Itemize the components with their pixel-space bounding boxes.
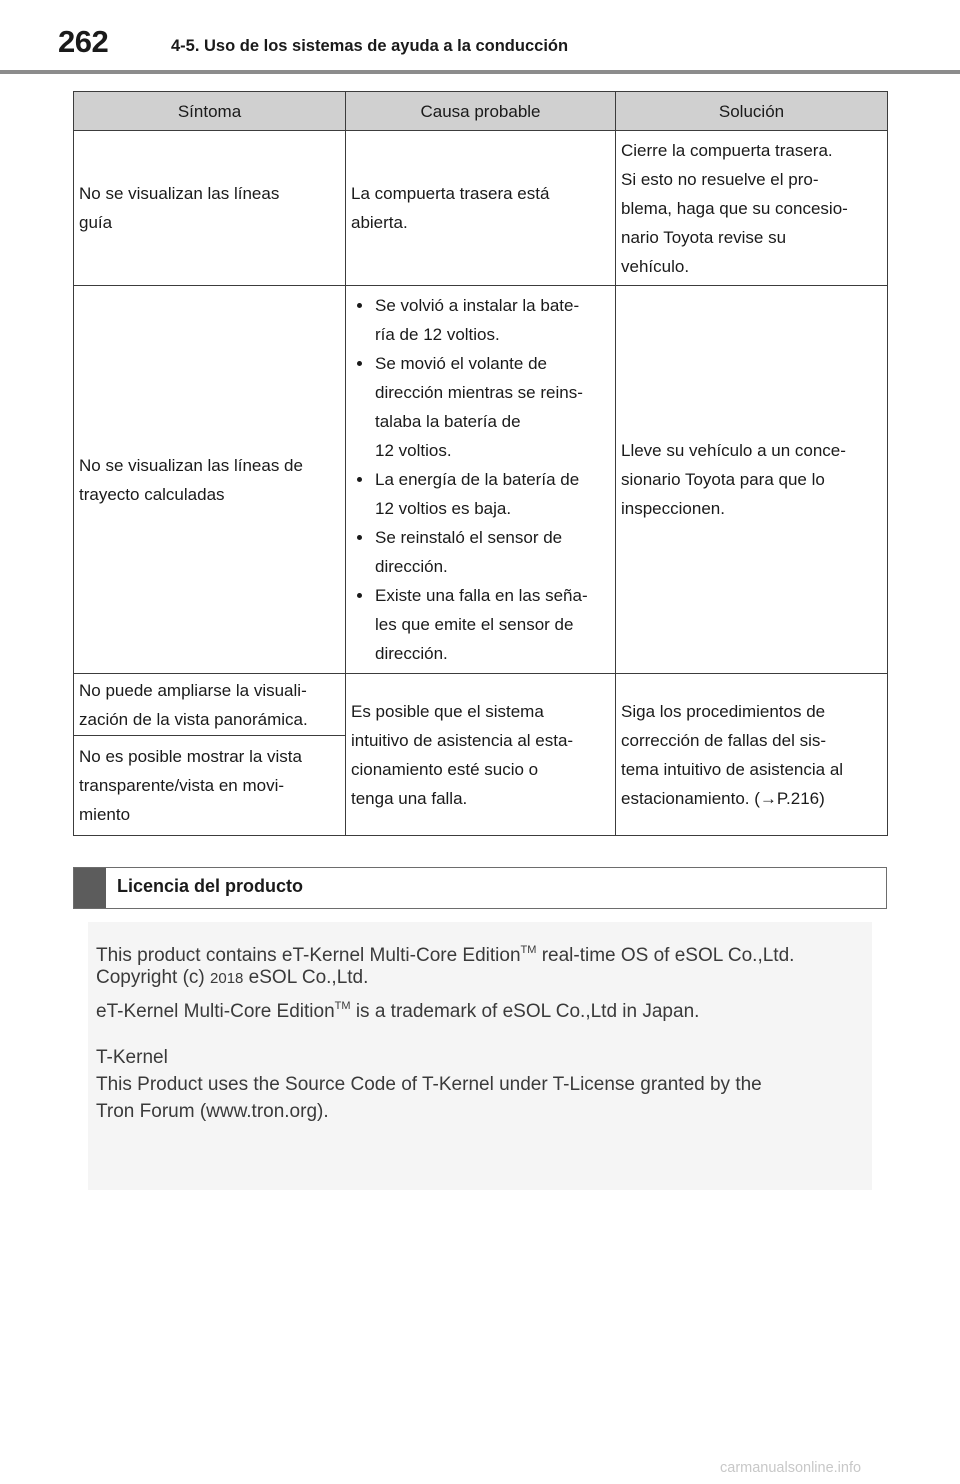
- column-header-solution: Solución: [616, 92, 888, 131]
- symptom-cell: No puede ampliarse la visuali- zación de la vista panorámica.: [74, 674, 346, 736]
- solution-cell: Lleve su vehículo a un conce- sionario Toyota para que lo inspeccionen.: [616, 286, 888, 674]
- list-item: Se movió el volante de dirección mientras se reins- talaba la batería de 12 voltios.: [351, 349, 610, 465]
- page-reference-link[interactable]: P.216): [776, 788, 825, 808]
- table-header-row: [74, 92, 888, 131]
- solution-cell: Cierre la compuerta trasera. Si esto no resuelve el pro- blema, haga que su concesio- nario Toyota revise su vehículo.: [616, 131, 888, 286]
- table-row: [74, 286, 888, 674]
- troubleshooting-table: [73, 91, 888, 836]
- section-title: 4-5. Uso de los sistemas de ayuda a la conducción: [171, 37, 569, 55]
- page-number: 262: [58, 24, 109, 59]
- license-heading-box: [73, 867, 887, 909]
- symptom-cell: No se visualizan las líneas guía: [74, 131, 346, 286]
- cause-cell: Es posible que el sistema intuitivo de asistencia al esta- cionamiento esté sucio o tenga una falla.: [346, 674, 616, 836]
- list-item: Existe una falla en las seña- les que emite el sensor de dirección.: [351, 581, 610, 668]
- cause-cell: [346, 286, 616, 674]
- symptom-cell: No se visualizan las líneas de trayecto calculadas: [74, 286, 346, 674]
- list-item: Se reinstaló el sensor de dirección.: [351, 523, 610, 581]
- header-divider: [0, 70, 960, 74]
- column-header-symptom: Síntoma: [74, 92, 346, 131]
- symptom-cell: No es posible mostrar la vista transparente/vista en movi- miento: [74, 736, 346, 836]
- page-header: [0, 0, 960, 72]
- cause-list: [351, 291, 610, 668]
- list-item: La energía de la batería de 12 voltios es baja.: [351, 465, 610, 523]
- list-item: Se volvió a instalar la bate- ría de 12 voltios.: [351, 291, 610, 349]
- arrow-right-icon: →: [759, 788, 777, 808]
- solution-cell: Siga los procedimientos de corrección de fallas del sis- tema intuitivo de asistencia al estacionamiento. (→P.216): [616, 674, 888, 836]
- column-header-cause: Causa probable: [346, 92, 616, 131]
- watermark: carmanualsonline.info: [720, 1460, 862, 1476]
- heading-accent-bar: [74, 868, 106, 908]
- cause-cell: La compuerta trasera está abierta.: [346, 131, 616, 286]
- license-notice-image: This product contains eT-Kernel Multi-Core Edition™ real-time OS of eSOL Co.,Ltd. Copyright (c) 2018 eSOL Co.,Ltd. eT-Kernel Multi-Core Edition™ is a trademark of eSOL Co.,Ltd in Japan. T-Kernel This Product uses the Source Code of T-Kernel under T-License granted by the Tron Forum (www.tron.org).: [88, 922, 872, 1190]
- license-heading: Licencia del producto: [117, 876, 304, 896]
- table-row: [74, 674, 888, 736]
- table-row: [74, 131, 888, 286]
